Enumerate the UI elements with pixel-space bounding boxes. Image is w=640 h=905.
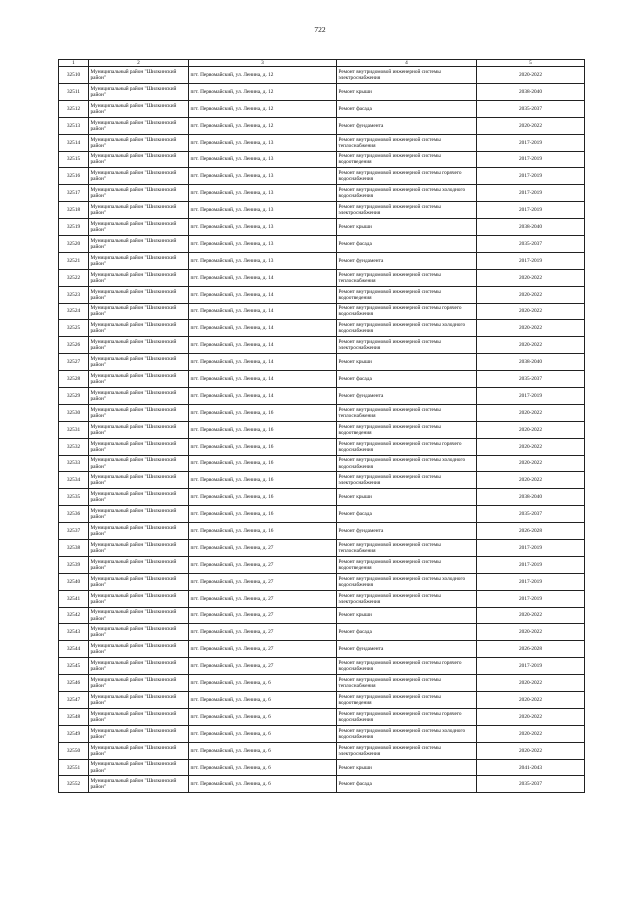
municipality-cell: Муниципальный район "Шилкинский район"	[89, 472, 189, 489]
period-cell: 2020-2022	[477, 675, 585, 692]
work-type-cell: Ремонт внутридомовой инженерной системы электроснабжения	[337, 472, 477, 489]
table-row	[59, 219, 585, 236]
period-cell: 2035-2037	[477, 506, 585, 523]
municipality-cell: Муниципальный район "Шилкинский район"	[89, 388, 189, 405]
table-row	[59, 269, 585, 286]
period-cell: 2017-2019	[477, 658, 585, 675]
municipality-cell: Муниципальный район "Шилкинский район"	[89, 658, 189, 675]
period-cell: 2020-2022	[477, 286, 585, 303]
period-cell: 2020-2022	[477, 455, 585, 472]
municipality-cell: Муниципальный район "Шилкинский район"	[89, 455, 189, 472]
work-type-cell: Ремонт внутридомовой инженерной системы горячего водоснабжения	[337, 658, 477, 675]
row-number-cell: 32542	[59, 607, 89, 624]
row-number-cell: 32519	[59, 219, 89, 236]
row-number-cell: 32546	[59, 675, 89, 692]
address-cell: пгт. Первомайский, ул. Ленина, д. 14	[189, 354, 337, 371]
table-row	[59, 708, 585, 725]
period-cell: 2017-2019	[477, 202, 585, 219]
table-row	[59, 134, 585, 151]
table-row	[59, 556, 585, 573]
period-cell: 2038-2040	[477, 83, 585, 100]
municipality-cell: Муниципальный район "Шилкинский район"	[89, 286, 189, 303]
period-cell: 2020-2022	[477, 438, 585, 455]
period-cell: 2020-2022	[477, 320, 585, 337]
work-type-cell: Ремонт крыши	[337, 354, 477, 371]
row-number-cell: 32518	[59, 202, 89, 219]
municipality-cell: Муниципальный район "Шилкинский район"	[89, 151, 189, 168]
row-number-cell: 32530	[59, 404, 89, 421]
row-number-cell: 32545	[59, 658, 89, 675]
address-cell: пгт. Первомайский, ул. Ленина, д. 6	[189, 742, 337, 759]
municipality-cell: Муниципальный район "Шилкинский район"	[89, 404, 189, 421]
table-row	[59, 404, 585, 421]
period-cell: 2041-2043	[477, 759, 585, 776]
municipality-cell: Муниципальный район "Шилкинский район"	[89, 67, 189, 84]
municipality-cell: Муниципальный район "Шилкинский район"	[89, 438, 189, 455]
period-cell: 2017-2019	[477, 134, 585, 151]
address-cell: пгт. Первомайский, ул. Ленина, д. 13	[189, 202, 337, 219]
table-row	[59, 286, 585, 303]
table-row	[59, 590, 585, 607]
period-cell: 2038-2040	[477, 489, 585, 506]
period-cell: 2020-2022	[477, 67, 585, 84]
address-cell: пгт. Первомайский, ул. Ленина, д. 14	[189, 320, 337, 337]
table-row	[59, 354, 585, 371]
table-row	[59, 117, 585, 134]
period-cell: 2020-2022	[477, 624, 585, 641]
address-cell: пгт. Первомайский, ул. Ленина, д. 27	[189, 641, 337, 658]
period-cell: 2017-2019	[477, 556, 585, 573]
period-cell: 2035-2037	[477, 371, 585, 388]
work-type-cell: Ремонт внутридомовой инженерной системы горячего водоснабжения	[337, 168, 477, 185]
municipality-cell: Муниципальный район "Шилкинский район"	[89, 134, 189, 151]
table-row	[59, 202, 585, 219]
address-cell: пгт. Первомайский, ул. Ленина, д. 14	[189, 337, 337, 354]
address-cell: пгт. Первомайский, ул. Ленина, д. 6	[189, 675, 337, 692]
work-type-cell: Ремонт крыши	[337, 219, 477, 236]
table-row	[59, 489, 585, 506]
address-cell: пгт. Первомайский, ул. Ленина, д. 16	[189, 421, 337, 438]
address-cell: пгт. Первомайский, ул. Ленина, д. 14	[189, 388, 337, 405]
work-type-cell: Ремонт внутридомовой инженерной системы электроснабжения	[337, 67, 477, 84]
address-cell: пгт. Первомайский, ул. Ленина, д. 12	[189, 117, 337, 134]
work-type-cell: Ремонт внутридомовой инженерной системы теплоснабжения	[337, 540, 477, 557]
period-cell: 2017-2019	[477, 540, 585, 557]
municipality-cell: Муниципальный район "Шилкинский район"	[89, 556, 189, 573]
period-cell: 2035-2037	[477, 776, 585, 793]
work-type-cell: Ремонт внутридомовой инженерной системы холодного водоснабжения	[337, 320, 477, 337]
table-row	[59, 100, 585, 117]
table-header	[59, 60, 585, 67]
work-type-cell: Ремонт фасада	[337, 506, 477, 523]
row-number-cell: 32538	[59, 540, 89, 557]
municipality-cell: Муниципальный район "Шилкинский район"	[89, 269, 189, 286]
address-cell: пгт. Первомайский, ул. Ленина, д. 12	[189, 67, 337, 84]
municipality-cell: Муниципальный район "Шилкинский район"	[89, 523, 189, 540]
municipality-cell: Муниципальный район "Шилкинский район"	[89, 725, 189, 742]
address-cell: пгт. Первомайский, ул. Ленина, д. 27	[189, 658, 337, 675]
row-number-cell: 32547	[59, 692, 89, 709]
period-cell: 2017-2019	[477, 252, 585, 269]
period-cell: 2020-2022	[477, 692, 585, 709]
work-type-cell: Ремонт внутридомовой инженерной системы водоотведения	[337, 692, 477, 709]
municipality-cell: Муниципальный район "Шилкинский район"	[89, 117, 189, 134]
row-number-cell: 32521	[59, 252, 89, 269]
table-row	[59, 725, 585, 742]
row-number-cell: 32551	[59, 759, 89, 776]
municipality-cell: Муниципальный район "Шилкинский район"	[89, 219, 189, 236]
work-type-cell: Ремонт внутридомовой инженерной системы холодного водоснабжения	[337, 185, 477, 202]
table-row	[59, 438, 585, 455]
municipality-cell: Муниципальный район "Шилкинский район"	[89, 202, 189, 219]
municipality-cell: Муниципальный район "Шилкинский район"	[89, 590, 189, 607]
table-row	[59, 506, 585, 523]
page-number: 722	[314, 25, 326, 34]
municipality-cell: Муниципальный район "Шилкинский район"	[89, 421, 189, 438]
address-cell: пгт. Первомайский, ул. Ленина, д. 12	[189, 100, 337, 117]
period-cell: 2020-2022	[477, 269, 585, 286]
work-type-cell: Ремонт внутридомовой инженерной системы холодного водоснабжения	[337, 455, 477, 472]
municipality-cell: Муниципальный район "Шилкинский район"	[89, 607, 189, 624]
work-type-cell: Ремонт фасада	[337, 776, 477, 793]
work-type-cell: Ремонт внутридомовой инженерной системы водоотведения	[337, 421, 477, 438]
period-cell: 2020-2022	[477, 607, 585, 624]
work-type-cell: Ремонт внутридомовой инженерной системы холодного водоснабжения	[337, 573, 477, 590]
row-number-cell: 32528	[59, 371, 89, 388]
address-cell: пгт. Первомайский, ул. Ленина, д. 14	[189, 286, 337, 303]
period-cell: 2020-2022	[477, 303, 585, 320]
table-row	[59, 540, 585, 557]
address-cell: пгт. Первомайский, ул. Ленина, д. 13	[189, 185, 337, 202]
work-type-cell: Ремонт фасада	[337, 100, 477, 117]
row-number-cell: 32533	[59, 455, 89, 472]
work-type-cell: Ремонт крыши	[337, 83, 477, 100]
period-cell: 2017-2019	[477, 151, 585, 168]
table-row	[59, 624, 585, 641]
row-number-cell: 32537	[59, 523, 89, 540]
work-type-cell: Ремонт внутридомовой инженерной системы электроснабжения	[337, 337, 477, 354]
work-type-cell: Ремонт внутридомовой инженерной системы теплоснабжения	[337, 675, 477, 692]
address-cell: пгт. Первомайский, ул. Ленина, д. 27	[189, 556, 337, 573]
address-cell: пгт. Первомайский, ул. Ленина, д. 16	[189, 523, 337, 540]
period-cell: 2038-2040	[477, 354, 585, 371]
work-type-cell: Ремонт внутридомовой инженерной системы электроснабжения	[337, 590, 477, 607]
registry-table	[58, 59, 585, 793]
address-cell: пгт. Первомайский, ул. Ленина, д. 14	[189, 269, 337, 286]
address-cell: пгт. Первомайский, ул. Ленина, д. 13	[189, 168, 337, 185]
table-row	[59, 83, 585, 100]
header-row	[59, 60, 585, 67]
address-cell: пгт. Первомайский, ул. Ленина, д. 12	[189, 83, 337, 100]
work-type-cell: Ремонт внутридомовой инженерной системы электроснабжения	[337, 742, 477, 759]
work-type-cell: Ремонт внутридомовой инженерной системы электроснабжения	[337, 202, 477, 219]
row-number-cell: 32540	[59, 573, 89, 590]
table-row	[59, 641, 585, 658]
table-row	[59, 776, 585, 793]
municipality-cell: Муниципальный район "Шилкинский район"	[89, 83, 189, 100]
table-row	[59, 303, 585, 320]
period-cell: 2020-2022	[477, 725, 585, 742]
period-cell: 2020-2022	[477, 421, 585, 438]
work-type-cell: Ремонт внутридомовой инженерной системы теплоснабжения	[337, 404, 477, 421]
work-type-cell: Ремонт внутридомовой инженерной системы холодного водоснабжения	[337, 725, 477, 742]
municipality-cell: Муниципальный район "Шилкинский район"	[89, 185, 189, 202]
row-number-cell: 32543	[59, 624, 89, 641]
table-row	[59, 371, 585, 388]
municipality-cell: Муниципальный район "Шилкинский район"	[89, 708, 189, 725]
period-cell: 2035-2037	[477, 100, 585, 117]
address-cell: пгт. Первомайский, ул. Ленина, д. 27	[189, 573, 337, 590]
municipality-cell: Муниципальный район "Шилкинский район"	[89, 337, 189, 354]
work-type-cell: Ремонт фасада	[337, 235, 477, 252]
column-header-5: 5	[477, 60, 585, 67]
period-cell: 2017-2019	[477, 590, 585, 607]
address-cell: пгт. Первомайский, ул. Ленина, д. 14	[189, 303, 337, 320]
work-type-cell: Ремонт фундамента	[337, 641, 477, 658]
work-type-cell: Ремонт фасада	[337, 624, 477, 641]
address-cell: пгт. Первомайский, ул. Ленина, д. 13	[189, 134, 337, 151]
address-cell: пгт. Первомайский, ул. Ленина, д. 6	[189, 725, 337, 742]
work-type-cell: Ремонт крыши	[337, 607, 477, 624]
table-row	[59, 388, 585, 405]
table-row	[59, 675, 585, 692]
table-row	[59, 759, 585, 776]
municipality-cell: Муниципальный район "Шилкинский район"	[89, 624, 189, 641]
column-header-3: 3	[189, 60, 337, 67]
address-cell: пгт. Первомайский, ул. Ленина, д. 14	[189, 371, 337, 388]
row-number-cell: 32548	[59, 708, 89, 725]
row-number-cell: 32515	[59, 151, 89, 168]
table-row	[59, 185, 585, 202]
municipality-cell: Муниципальный район "Шилкинский район"	[89, 252, 189, 269]
municipality-cell: Муниципальный район "Шилкинский район"	[89, 320, 189, 337]
address-cell: пгт. Первомайский, ул. Ленина, д. 6	[189, 776, 337, 793]
table-row	[59, 472, 585, 489]
address-cell: пгт. Первомайский, ул. Ленина, д. 16	[189, 455, 337, 472]
row-number-cell: 32511	[59, 83, 89, 100]
column-header-4: 4	[337, 60, 477, 67]
period-cell: 2026-2028	[477, 641, 585, 658]
work-type-cell: Ремонт внутридомовой инженерной системы теплоснабжения	[337, 134, 477, 151]
row-number-cell: 32544	[59, 641, 89, 658]
row-number-cell: 32529	[59, 388, 89, 405]
address-cell: пгт. Первомайский, ул. Ленина, д. 6	[189, 692, 337, 709]
municipality-cell: Муниципальный район "Шилкинский район"	[89, 573, 189, 590]
row-number-cell: 32535	[59, 489, 89, 506]
row-number-cell: 32513	[59, 117, 89, 134]
period-cell: 2020-2022	[477, 472, 585, 489]
municipality-cell: Муниципальный район "Шилкинский район"	[89, 303, 189, 320]
address-cell: пгт. Первомайский, ул. Ленина, д. 16	[189, 438, 337, 455]
municipality-cell: Муниципальный район "Шилкинский район"	[89, 776, 189, 793]
municipality-cell: Муниципальный район "Шилкинский район"	[89, 506, 189, 523]
row-number-cell: 32525	[59, 320, 89, 337]
row-number-cell: 32512	[59, 100, 89, 117]
address-cell: пгт. Первомайский, ул. Ленина, д. 13	[189, 219, 337, 236]
work-type-cell: Ремонт внутридомовой инженерной системы водоотведения	[337, 151, 477, 168]
table-row	[59, 573, 585, 590]
row-number-cell: 32522	[59, 269, 89, 286]
row-number-cell: 32527	[59, 354, 89, 371]
row-number-cell: 32532	[59, 438, 89, 455]
address-cell: пгт. Первомайский, ул. Ленина, д. 13	[189, 252, 337, 269]
municipality-cell: Муниципальный район "Шилкинский район"	[89, 168, 189, 185]
period-cell: 2020-2022	[477, 117, 585, 134]
table-row	[59, 235, 585, 252]
row-number-cell: 32536	[59, 506, 89, 523]
municipality-cell: Муниципальный район "Шилкинский район"	[89, 641, 189, 658]
period-cell: 2020-2022	[477, 742, 585, 759]
row-number-cell: 32510	[59, 67, 89, 84]
table-row	[59, 742, 585, 759]
work-type-cell: Ремонт внутридомовой инженерной системы водоотведения	[337, 556, 477, 573]
work-type-cell: Ремонт фундамента	[337, 117, 477, 134]
table-row	[59, 337, 585, 354]
municipality-cell: Муниципальный район "Шилкинский район"	[89, 675, 189, 692]
row-number-cell: 32534	[59, 472, 89, 489]
column-header-2: 2	[89, 60, 189, 67]
period-cell: 2020-2022	[477, 337, 585, 354]
row-number-cell: 32550	[59, 742, 89, 759]
period-cell: 2038-2040	[477, 219, 585, 236]
work-type-cell: Ремонт фундамента	[337, 388, 477, 405]
work-type-cell: Ремонт фундамента	[337, 523, 477, 540]
table-row	[59, 320, 585, 337]
table-row	[59, 67, 585, 84]
table-row	[59, 252, 585, 269]
address-cell: пгт. Первомайский, ул. Ленина, д. 6	[189, 759, 337, 776]
period-cell: 2017-2019	[477, 388, 585, 405]
address-cell: пгт. Первомайский, ул. Ленина, д. 27	[189, 540, 337, 557]
table-row	[59, 607, 585, 624]
address-cell: пгт. Первомайский, ул. Ленина, д. 6	[189, 708, 337, 725]
row-number-cell: 32517	[59, 185, 89, 202]
municipality-cell: Муниципальный район "Шилкинский район"	[89, 371, 189, 388]
municipality-cell: Муниципальный район "Шилкинский район"	[89, 354, 189, 371]
work-type-cell: Ремонт крыши	[337, 759, 477, 776]
address-cell: пгт. Первомайский, ул. Ленина, д. 16	[189, 472, 337, 489]
work-type-cell: Ремонт внутридомовой инженерной системы горячего водоснабжения	[337, 708, 477, 725]
row-number-cell: 32549	[59, 725, 89, 742]
municipality-cell: Муниципальный район "Шилкинский район"	[89, 489, 189, 506]
address-cell: пгт. Первомайский, ул. Ленина, д. 16	[189, 404, 337, 421]
row-number-cell: 32516	[59, 168, 89, 185]
row-number-cell: 32541	[59, 590, 89, 607]
municipality-cell: Муниципальный район "Шилкинский район"	[89, 759, 189, 776]
table-row	[59, 421, 585, 438]
row-number-cell: 32552	[59, 776, 89, 793]
municipality-cell: Муниципальный район "Шилкинский район"	[89, 742, 189, 759]
municipality-cell: Муниципальный район "Шилкинский район"	[89, 540, 189, 557]
table-row	[59, 151, 585, 168]
row-number-cell: 32531	[59, 421, 89, 438]
row-number-cell: 32523	[59, 286, 89, 303]
table-row	[59, 658, 585, 675]
period-cell: 2017-2019	[477, 573, 585, 590]
work-type-cell: Ремонт внутридомовой инженерной системы водоотведения	[337, 286, 477, 303]
period-cell: 2017-2019	[477, 185, 585, 202]
period-cell: 2035-2037	[477, 235, 585, 252]
period-cell: 2020-2022	[477, 404, 585, 421]
table-row	[59, 523, 585, 540]
work-type-cell: Ремонт крыши	[337, 489, 477, 506]
period-cell: 2017-2019	[477, 168, 585, 185]
address-cell: пгт. Первомайский, ул. Ленина, д. 16	[189, 506, 337, 523]
period-cell: 2020-2022	[477, 708, 585, 725]
work-type-cell: Ремонт фундамента	[337, 252, 477, 269]
municipality-cell: Муниципальный район "Шилкинский район"	[89, 100, 189, 117]
address-cell: пгт. Первомайский, ул. Ленина, д. 27	[189, 624, 337, 641]
table-body	[59, 67, 585, 793]
table-row	[59, 168, 585, 185]
address-cell: пгт. Первомайский, ул. Ленина, д. 27	[189, 607, 337, 624]
row-number-cell: 32539	[59, 556, 89, 573]
address-cell: пгт. Первомайский, ул. Ленина, д. 13	[189, 235, 337, 252]
municipality-cell: Муниципальный район "Шилкинский район"	[89, 235, 189, 252]
address-cell: пгт. Первомайский, ул. Ленина, д. 13	[189, 151, 337, 168]
address-cell: пгт. Первомайский, ул. Ленина, д. 27	[189, 590, 337, 607]
column-header-1: 1	[59, 60, 89, 67]
municipality-cell: Муниципальный район "Шилкинский район"	[89, 692, 189, 709]
work-type-cell: Ремонт фасада	[337, 371, 477, 388]
work-type-cell: Ремонт внутридомовой инженерной системы теплоснабжения	[337, 269, 477, 286]
work-type-cell: Ремонт внутридомовой инженерной системы горячего водоснабжения	[337, 438, 477, 455]
row-number-cell: 32520	[59, 235, 89, 252]
row-number-cell: 32526	[59, 337, 89, 354]
work-type-cell: Ремонт внутридомовой инженерной системы горячего водоснабжения	[337, 303, 477, 320]
table-row	[59, 455, 585, 472]
table-row	[59, 692, 585, 709]
row-number-cell: 32514	[59, 134, 89, 151]
row-number-cell: 32524	[59, 303, 89, 320]
address-cell: пгт. Первомайский, ул. Ленина, д. 16	[189, 489, 337, 506]
period-cell: 2026-2028	[477, 523, 585, 540]
